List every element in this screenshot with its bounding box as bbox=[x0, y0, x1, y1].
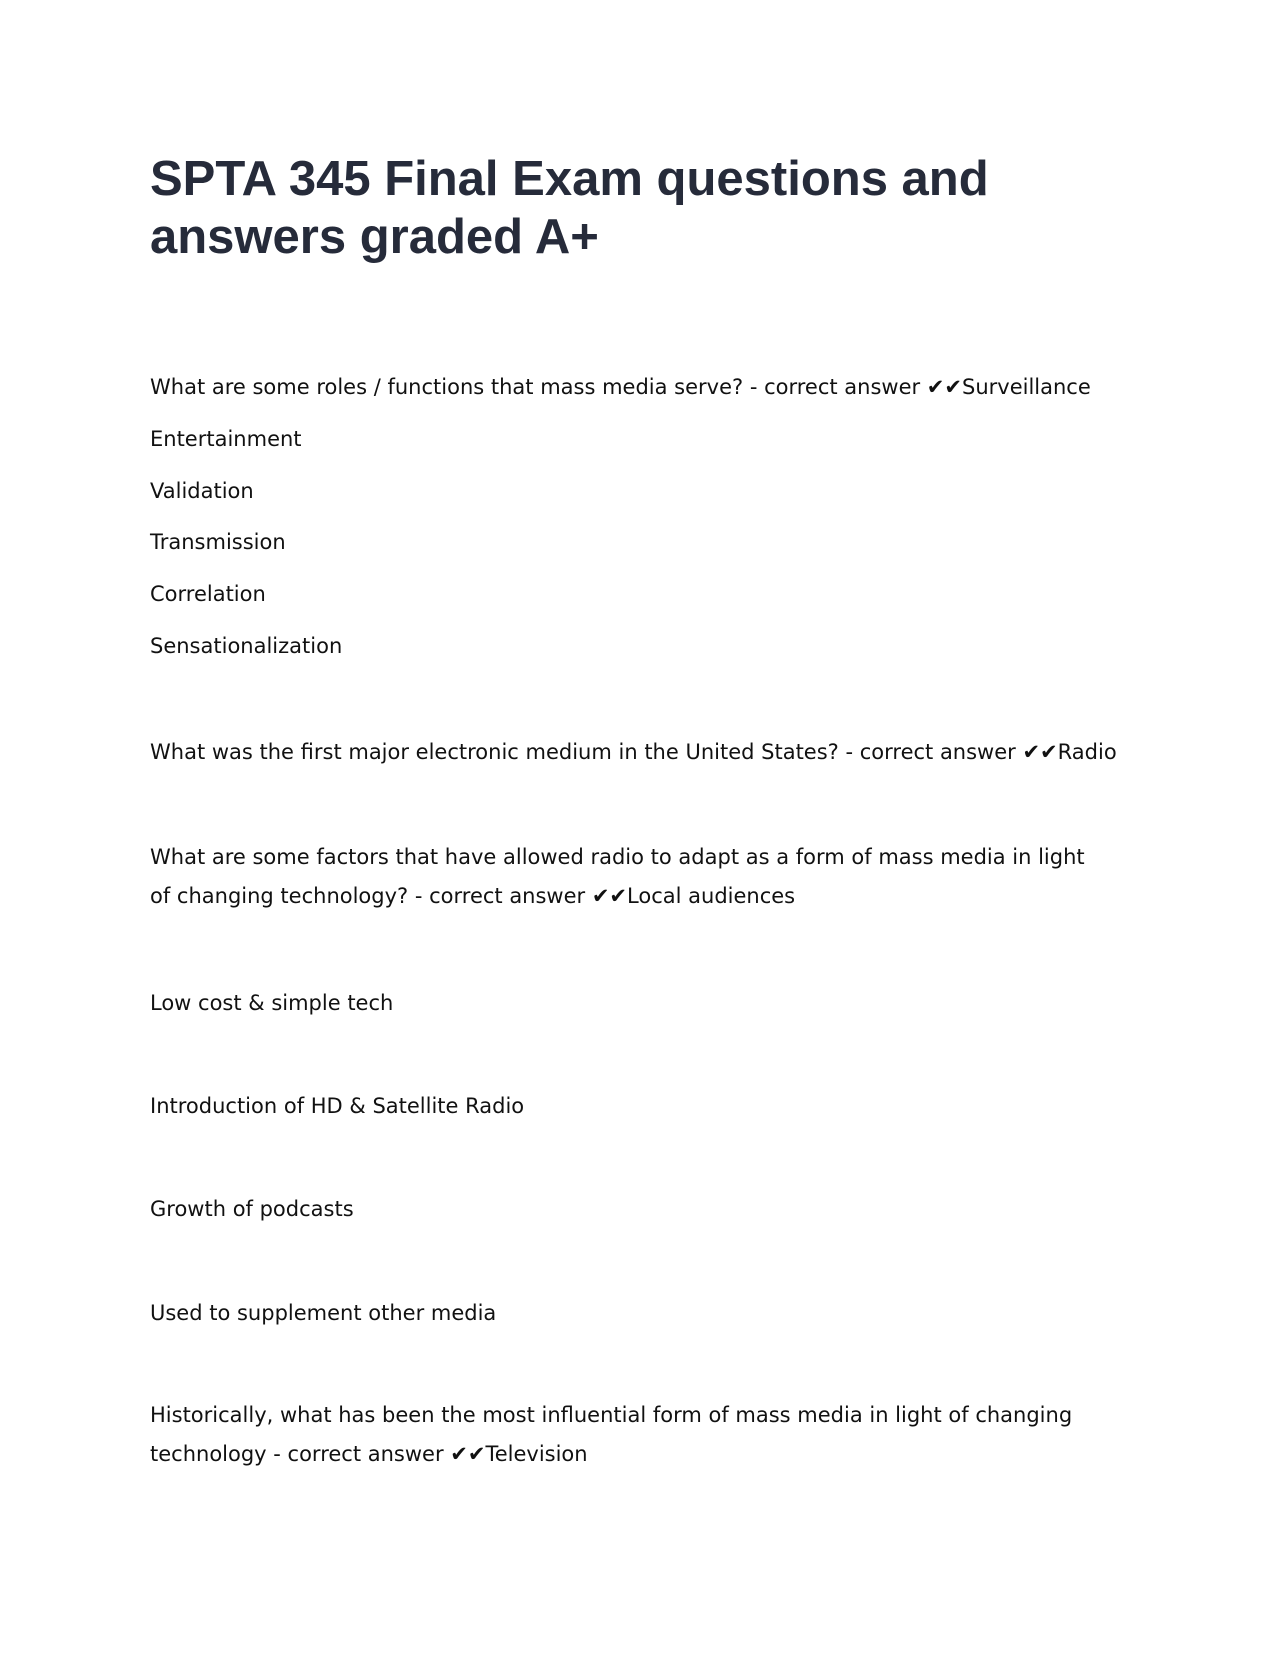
document-title: SPTA 345 Final Exam questions and answers graded A+ bbox=[150, 152, 989, 264]
question-radio-adapt-factors: What are some factors that have allowed radio to adapt as a form of mass media in light of changing technology? - correct answer ✔✔Local audiences bbox=[150, 845, 1085, 908]
answer-line-entertainment: Entertainment bbox=[150, 427, 302, 451]
question-roles-functions: What are some roles / functions that mass media serve? - correct answer ✔✔Surveillance bbox=[150, 375, 1091, 399]
answer-line-podcasts: Growth of podcasts bbox=[150, 1197, 354, 1221]
question-first-electronic-medium: What was the first major electronic medium in the United States? - correct answer ✔✔Radio bbox=[150, 740, 1117, 764]
answer-line-validation: Validation bbox=[150, 479, 254, 503]
question-most-influential-medium: Historically, what has been the most influential form of mass media in light of changing technology - correct answer ✔✔Television bbox=[150, 1403, 1073, 1466]
answer-line-correlation: Correlation bbox=[150, 582, 266, 606]
answer-line-transmission: Transmission bbox=[150, 530, 286, 554]
answer-line-hd-satellite: Introduction of HD & Satellite Radio bbox=[150, 1094, 525, 1118]
answer-line-sensationalization: Sensationalization bbox=[150, 634, 343, 658]
answer-line-supplement: Used to supplement other media bbox=[150, 1301, 497, 1325]
answer-line-low-cost: Low cost & simple tech bbox=[150, 991, 394, 1015]
